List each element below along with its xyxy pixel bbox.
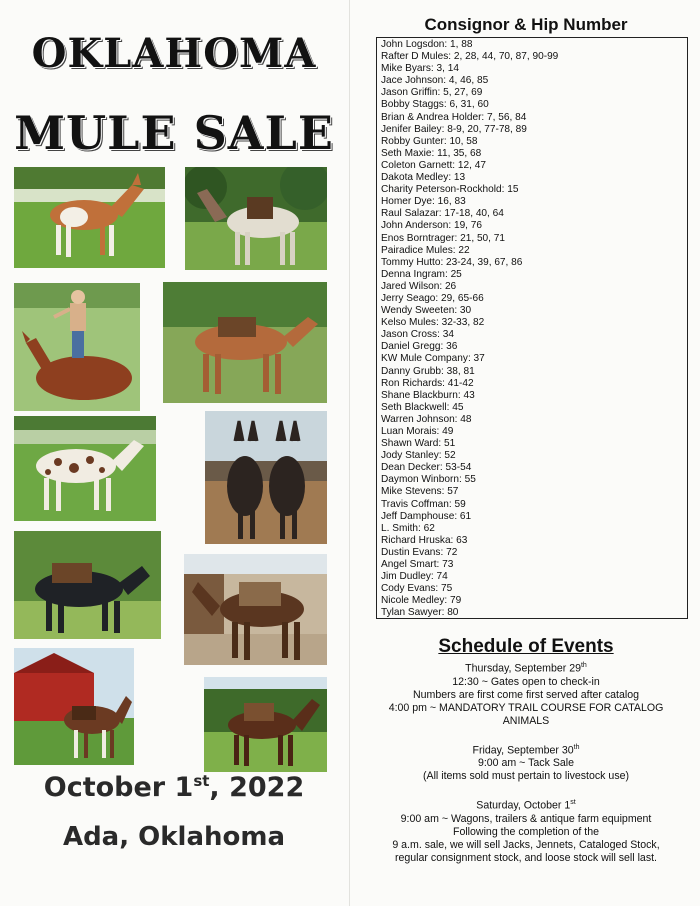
consignor-item: Shane Blackburn: 43 xyxy=(381,389,475,401)
sale-date xyxy=(0,772,348,803)
consignor-item: John Logsdon: 1, 88 xyxy=(381,39,473,50)
title-mule-sale: MULE SALE xyxy=(14,106,334,160)
consignor-item: Nicole Medley: 79 xyxy=(381,595,462,607)
consignor-item: Jace Johnson: 4, 46, 85 xyxy=(381,75,489,87)
consignor-heading: Consignor & Hip Number xyxy=(424,15,628,34)
photo-mule-red-barn xyxy=(14,648,134,765)
consignor-item: Rafter D Mules: 2, 28, 44, 70, 87, 90-99 xyxy=(381,51,559,63)
info-panel xyxy=(352,0,700,906)
consignor-item: Jason Cross: 34 xyxy=(381,329,454,341)
photo-bay-mule-trees xyxy=(204,677,327,772)
schedule-day2-sup: th xyxy=(573,743,580,751)
consignor-item: Jody Stanley: 52 xyxy=(381,450,456,462)
schedule-day1-line1: 12:30 ~ Gates open to check-in xyxy=(452,675,600,688)
consignor-item: Warren Johnson: 48 xyxy=(381,413,472,425)
consignor-item: Danny Grubb: 38, 81 xyxy=(381,365,475,377)
consignor-item: Seth Maxie: 11, 35, 68 xyxy=(381,147,482,159)
consignor-item: Seth Blackwell: 45 xyxy=(381,401,464,413)
consignor-item: Mike Stevens: 57 xyxy=(381,486,459,498)
schedule-day1-line3: 4:00 pm ~ MANDATORY TRAIL COURSE FOR CATALOG xyxy=(388,701,664,714)
consignor-item: Coleton Garnett: 12, 47 xyxy=(381,159,486,171)
consignor-item: John Anderson: 19, 76 xyxy=(381,220,483,232)
consignor-item: Raul Salazar: 17-18, 40, 64 xyxy=(381,208,504,220)
sale-date-prefix: October 1 xyxy=(43,772,194,803)
consignor-item: Tommy Hutto: 23-24, 39, 67, 86 xyxy=(381,256,523,268)
schedule-day2 xyxy=(352,741,700,758)
poster-panel xyxy=(0,0,348,906)
schedule-gap xyxy=(352,783,700,796)
photo-paint-mule xyxy=(14,167,165,268)
photo-man-on-mule xyxy=(14,283,140,411)
sale-date-year: , 2022 xyxy=(209,772,305,803)
consignor-item: L. Smith: 62 xyxy=(381,522,435,534)
sale-date-suffix-sup: st xyxy=(193,772,210,790)
title-oklahoma: OKLAHOMA xyxy=(31,30,317,77)
consignor-item: Ron Richards: 41-42 xyxy=(381,377,474,389)
schedule-day3-line3: 9 a.m. sale, we will sell Jacks, Jennets, Cataloged Stock, xyxy=(392,838,660,851)
schedule-day3-line4: regular consignment stock, and loose stock will sell last. xyxy=(394,851,658,864)
photo-saddled-mule-trees xyxy=(185,167,327,270)
schedule-heading: Schedule of Events xyxy=(438,636,614,657)
schedule-day3 xyxy=(352,796,700,813)
consignor-list xyxy=(376,37,688,619)
consignor-item: Pairadice Mules: 22 xyxy=(381,244,470,256)
schedule-day3-line1: 9:00 am ~ Wagons, trailers & antique farm equipment xyxy=(400,812,652,825)
consignor-item: Dean Decker: 53-54 xyxy=(381,462,472,474)
consignor-item: Luan Morais: 49 xyxy=(381,426,454,437)
photo-spotted-mule xyxy=(14,416,156,521)
schedule-day2-line2: (All items sold must pertain to livestock use) xyxy=(422,770,630,783)
page-fold xyxy=(349,0,350,906)
schedule-body xyxy=(352,659,700,865)
consignor-item: Jim Dudley: 74 xyxy=(381,571,448,583)
consignor-item: Jenifer Bailey: 8-9, 20, 77-78, 89 xyxy=(381,123,527,135)
photo-sorrel-mule-saddle xyxy=(163,282,327,403)
consignor-item: Denna Ingram: 25 xyxy=(381,268,462,280)
consignor-item: Travis Coffman: 59 xyxy=(381,498,466,510)
photo-black-mule-saddle xyxy=(14,531,161,639)
consignor-item: Tylan Sawyer: 80 xyxy=(381,607,459,619)
consignor-item: Angel Smart: 73 xyxy=(381,559,454,571)
schedule-day1-date: Thursday, September 29 xyxy=(465,662,581,675)
consignor-item: Cody Evans: 75 xyxy=(381,583,453,595)
consignor-item: Brian & Andrea Holder: 7, 56, 84 xyxy=(381,111,527,123)
consignor-item: Charity Peterson-Rockhold: 15 xyxy=(381,184,519,196)
consignor-item: Bobby Staggs: 6, 31, 60 xyxy=(381,99,489,111)
consignor-item: Robby Gunter: 10, 58 xyxy=(381,135,478,147)
consignor-item: Kelso Mules: 32-33, 82 xyxy=(381,317,485,329)
consignor-item: Jeff Damphouse: 61 xyxy=(381,510,472,522)
schedule-day2-date: Friday, September 30 xyxy=(472,744,574,757)
photo-mule-team xyxy=(205,411,327,544)
schedule-day1-sup: th xyxy=(580,662,587,669)
consignor-item: Dakota Medley: 13 xyxy=(381,172,466,184)
consignor-item: Dustin Evans: 72 xyxy=(381,546,458,558)
consignor-item: Shawn Ward: 51 xyxy=(381,438,456,450)
consignor-item: Jason Griffin: 5, 27, 69 xyxy=(381,87,483,99)
consignor-item: Richard Hruska: 63 xyxy=(381,534,468,546)
photo-packed-mule-shed xyxy=(184,554,327,665)
schedule-day1-line4: ANIMALS xyxy=(502,714,550,727)
schedule-day2-line1: 9:00 am ~ Tack Sale xyxy=(477,757,575,770)
consignor-item: KW Mule Company: 37 xyxy=(381,353,485,365)
consignor-item: Mike Byars: 3, 14 xyxy=(381,63,459,75)
schedule-day1-line2: Numbers are first come first served after catalog xyxy=(412,688,640,701)
schedule-day3-date: Saturday, October 1 xyxy=(476,799,571,812)
consignor-item: Enos Borntrager: 21, 50, 71 xyxy=(381,232,506,244)
consignor-item: Jerry Seago: 29, 65-66 xyxy=(381,292,484,304)
consignor-item: Jared Wilson: 26 xyxy=(381,280,457,292)
consignor-item: Daniel Gregg: 36 xyxy=(381,341,458,353)
schedule-day3-sup: st xyxy=(570,799,576,807)
schedule-gap xyxy=(352,728,700,741)
consignor-item: Homer Dye: 16, 83 xyxy=(381,196,466,208)
consignor-item: Daymon Winborn: 55 xyxy=(381,474,476,486)
consignor-item: Wendy Sweeten: 30 xyxy=(381,305,472,317)
schedule-day3-line2: Following the completion of the xyxy=(452,825,600,838)
sale-location: Ada, Oklahoma xyxy=(62,822,286,852)
schedule-day1 xyxy=(352,659,700,676)
